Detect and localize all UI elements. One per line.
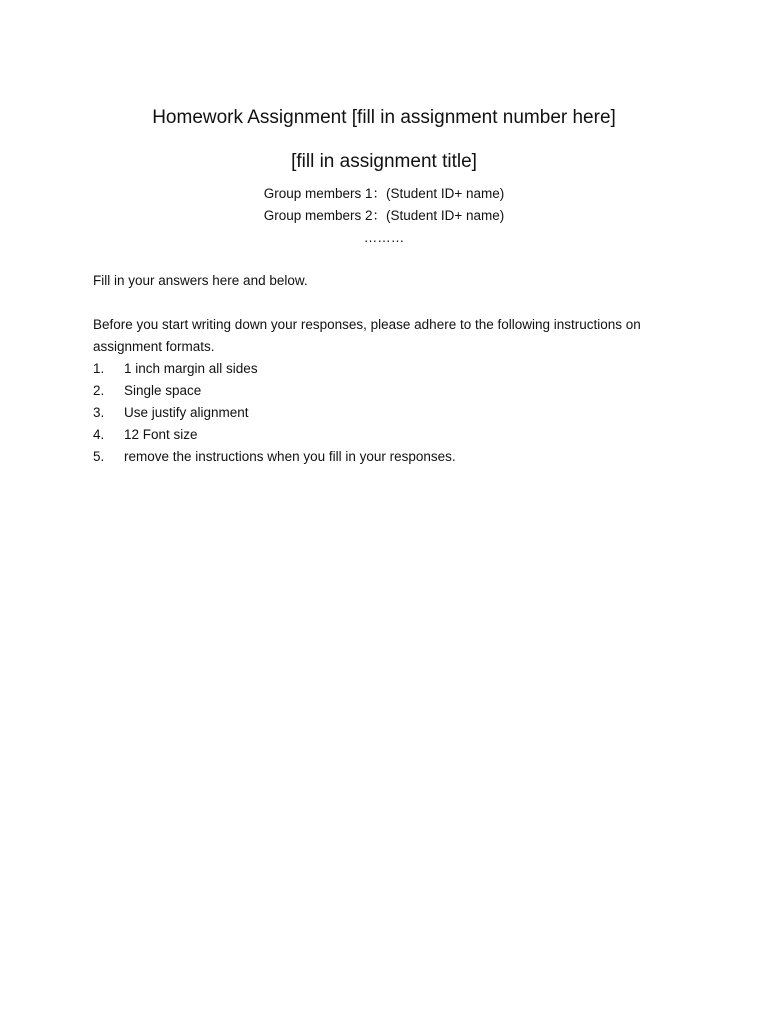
- group-members: [0, 183, 768, 249]
- list-item: [93, 424, 683, 446]
- list-item: [93, 446, 683, 468]
- group-member-line: Group members 1：(Student ID+ name): [263, 186, 505, 201]
- document-title: Homework Assignment [fill in assignment number here]: [152, 107, 616, 128]
- list-text: 12 Font size: [124, 427, 198, 442]
- instructions-list: [93, 358, 683, 468]
- group-member-ellipsis: ………: [363, 230, 405, 245]
- list-number: 2.: [93, 383, 105, 398]
- document-subtitle: [fill in assignment title]: [291, 151, 477, 172]
- list-text: 1 inch margin all sides: [124, 361, 258, 376]
- list-text: remove the instructions when you fill in your responses.: [124, 449, 456, 464]
- list-item: [93, 402, 683, 424]
- list-item: [93, 380, 683, 402]
- list-item: [93, 358, 683, 380]
- list-text: Single space: [124, 383, 202, 398]
- answer-paragraph: Fill in your answers here and below.: [93, 273, 308, 288]
- list-text: Use justify alignment: [124, 405, 249, 420]
- list-number: 5.: [93, 449, 105, 464]
- list-number: 4.: [93, 427, 105, 442]
- list-number: 1.: [93, 361, 105, 376]
- list-number: 3.: [93, 405, 105, 420]
- instructions-intro: Before you start writing down your responses, please adhere to the following instructions on assignment formats.: [93, 317, 641, 354]
- group-member-line: Group members 2：(Student ID+ name): [263, 208, 505, 223]
